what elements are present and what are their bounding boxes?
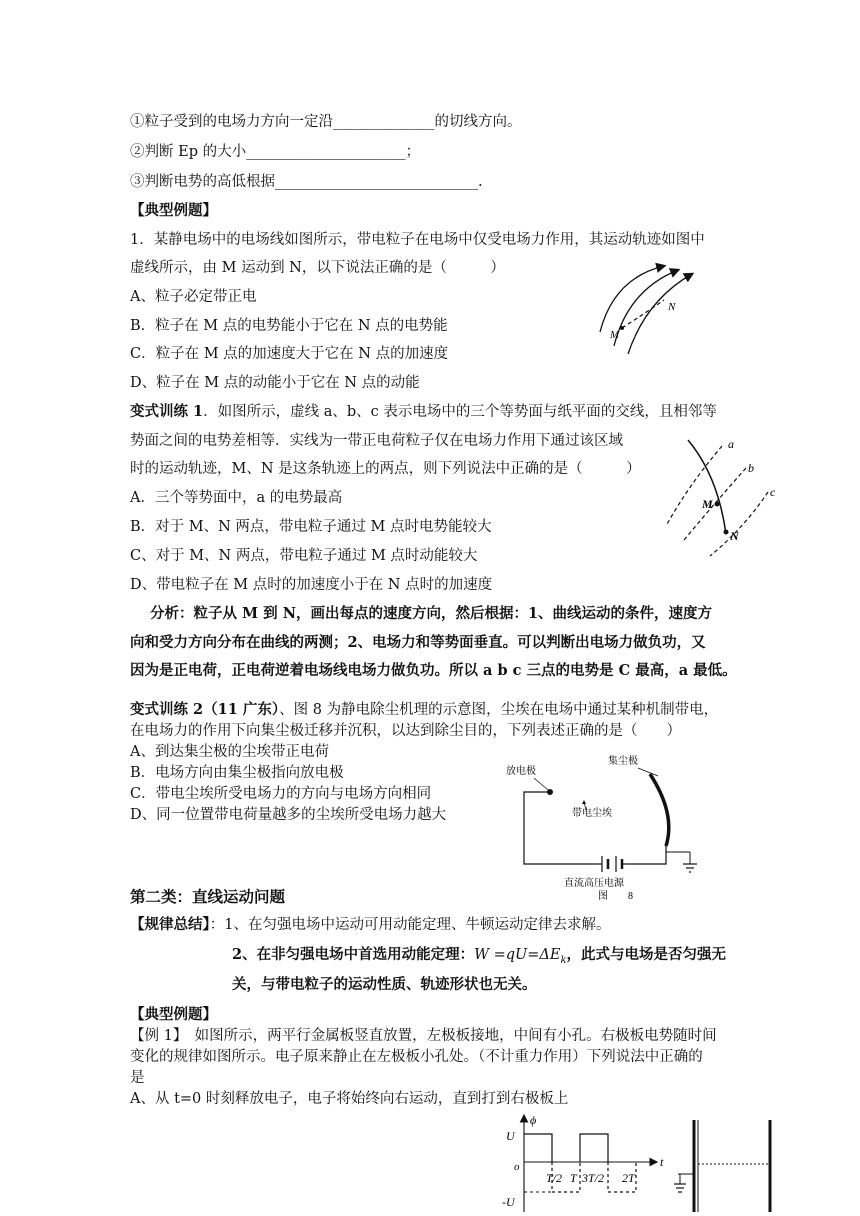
label-m: M (702, 497, 713, 511)
tick-t: T (570, 1171, 577, 1185)
potential-time-graph (500, 1112, 790, 1216)
ex1-option-d: D、粒子在 M 点的动能小于它在 N 点的动能 (130, 375, 420, 391)
field-line (628, 274, 692, 354)
point-m (620, 326, 624, 330)
rule-line2 (232, 945, 726, 971)
ex1-field-lines-figure (596, 258, 716, 356)
var2-option-c: C．带电尘埃所受电场力的方向与电场方向相同 (130, 786, 432, 802)
var1-stem-line3: 时的运动轨迹，M、N 是这条轨迹上的两点，则下列说法中正确的是（ ） (130, 461, 641, 477)
field-line (600, 266, 664, 332)
figure-caption: 图 8 (598, 891, 633, 902)
var2-stem-line2: 在电场力的作用下向集尘极迁移并沉积，以达到除尘目的，下列表述正确的是（ ） (130, 723, 681, 739)
var2-stem-text: 、图 8 为静电除尘机理的示意图，尘埃在电场中通过某种机制带电， (279, 702, 719, 718)
origin-label: o (514, 1161, 520, 1173)
label-collector-electrode: 集尘极 (608, 756, 638, 767)
point-n (724, 530, 729, 535)
tick-u: U (506, 1129, 515, 1143)
var2-title: 变式训练 2（11 广东） (130, 701, 280, 718)
rule-text-1: ：1、在匀强电场中运动可用动能定理、牛顿运动定律去求解。 (209, 917, 611, 933)
leader-line (534, 778, 548, 790)
rule-label: 【规律总结】 (130, 916, 210, 933)
collector-electrode (650, 774, 669, 846)
var1-option-c: C、对于 M、N 两点，带电粒子通过 M 点时动能较大 (130, 548, 478, 564)
ex2-stem-text: 如图所示，两平行金属板竖直放置，左极板接地，中间有小孔。右极板电势随时间 (180, 1028, 717, 1044)
ex1-stem-line2: 虚线所示，由 M 运动到 N，以下说法正确的是（ ） (130, 260, 505, 276)
section-examples-heading: 【典型例题】 (130, 202, 217, 219)
tick-3t-half: 3T/2 (582, 1171, 605, 1185)
rule-formula-sub: k (560, 954, 567, 966)
var1-analysis-line2: 向和受力方向分布在曲线的两测；2、电场力和等势面垂直。可以判断出电场力做负功，又 (130, 634, 706, 651)
var2-option-a: A、到达集尘极的尘埃带正电荷 (130, 744, 329, 760)
label-n: N (668, 301, 676, 313)
rule-line3: 关，与带电粒子的运动性质、轨迹形状也无关。 (232, 976, 537, 993)
label-c: c (770, 485, 776, 499)
intro-q1: ①粒子受到的电场力方向一定沿______________的切线方向。 (130, 114, 522, 130)
rule-line1 (130, 915, 610, 935)
section2-title: 第二类：直线运动问题 (130, 887, 286, 906)
label-discharge-electrode: 放电极 (506, 766, 536, 777)
label-m: M (610, 329, 620, 341)
label-b: b (748, 461, 754, 475)
ex2-stem-line2: 变化的规律如图所示。电子原来静止在左极板小孔处。（不计重力作用）下列说法中正确的 (130, 1049, 703, 1065)
tick-2t: 2T (622, 1171, 635, 1185)
var1-equipotential-figure (664, 436, 784, 560)
y-axis-label: ϕ (530, 1113, 537, 1127)
ex2-option-a: A、从 t=0 时刻释放电子，电子将始终向右运动，直到打到右极板上 (130, 1091, 569, 1107)
var1-option-d: D、带电粒子在 M 点时的加速度小于在 N 点时的加速度 (130, 577, 493, 593)
rule-formula: W =qU=ΔE (474, 947, 561, 963)
label-dc-source: 直流高压电源 (564, 878, 624, 889)
var1-analysis-line1: 分析：粒子从 M 到 N，画出每点的速度方向，然后根据：1、曲线运动的条件，速度方 (150, 605, 713, 622)
var1-stem-line1 (130, 402, 717, 422)
var1-stem-text: ．如图所示，虚线 a、b、c 表示电场中的三个等势面与纸平面的交线，且相邻等 (203, 404, 717, 420)
ex1-option-c: C．粒子在 M 点的加速度大于它在 N 点的加速度 (130, 346, 449, 362)
trajectory-solid (688, 440, 726, 534)
leader-line (638, 768, 658, 776)
wave-segment (580, 1134, 608, 1162)
var2-option-b: B．电场方向由集尘极指向放电极 (130, 765, 344, 781)
label-a: a (728, 437, 734, 451)
label-charged-dust: 带电尘埃 (572, 808, 612, 819)
ex1-option-a: A、粒子必定带正电 (130, 289, 257, 305)
var1-analysis-line3: 因为是正电荷，正电荷逆着电场线电场力做负功。所以 a b c 三点的电势是 C 最高，a 最低。 (130, 662, 737, 679)
var1-title: 变式训练 1 (130, 403, 204, 420)
var2-stem-line1 (130, 700, 718, 720)
var1-option-b: B．对于 M、N 两点，带电粒子通过 M 点时电势能较大 (130, 519, 492, 535)
section2-examples-heading: 【典型例题】 (130, 1006, 217, 1023)
label-n: N (730, 529, 739, 543)
var1-stem-line2: 势面之间的电势差相等．实线为一带正电荷粒子仅在电场力作用下通过该区域 (130, 433, 623, 449)
var2-dust-removal-figure (500, 752, 710, 902)
wire-right (630, 846, 666, 864)
intro-q2: ②判断 Ep 的大小______________________； (130, 144, 421, 160)
x-axis-label: t (660, 1155, 664, 1169)
ex2-stem-line1 (130, 1026, 717, 1046)
trajectory-dashed (622, 300, 664, 328)
tick-neg-u: -U (502, 1195, 515, 1209)
tick-t-half: T/2 (546, 1171, 563, 1185)
ex1-option-b: B．粒子在 M 点的电势能小于它在 N 点的电势能 (130, 318, 448, 334)
intro-q3: ③判断电势的高低根据____________________________. (130, 174, 483, 190)
rule-text-2a: 2、在非匀强电场中首选用动能定理： (232, 946, 475, 963)
var2-option-d: D、同一位置带电荷量越多的尘埃所受电场力越大 (130, 807, 447, 823)
wave-segment (524, 1134, 552, 1162)
ex1-stem-line1: 1．某静电场中的电场线如图所示，带电粒子在电场中仅受电场力作用，其运动轨迹如图中 (130, 232, 705, 248)
rule-text-2b: ，此式与电场是否匀强无 (566, 946, 727, 963)
ex2-stem-line3: 是 (130, 1070, 145, 1086)
example-label: 【例 1】 (130, 1028, 181, 1044)
var1-option-a: A．三个等势面中，a 的电势最高 (130, 490, 343, 506)
point-m (715, 502, 720, 507)
